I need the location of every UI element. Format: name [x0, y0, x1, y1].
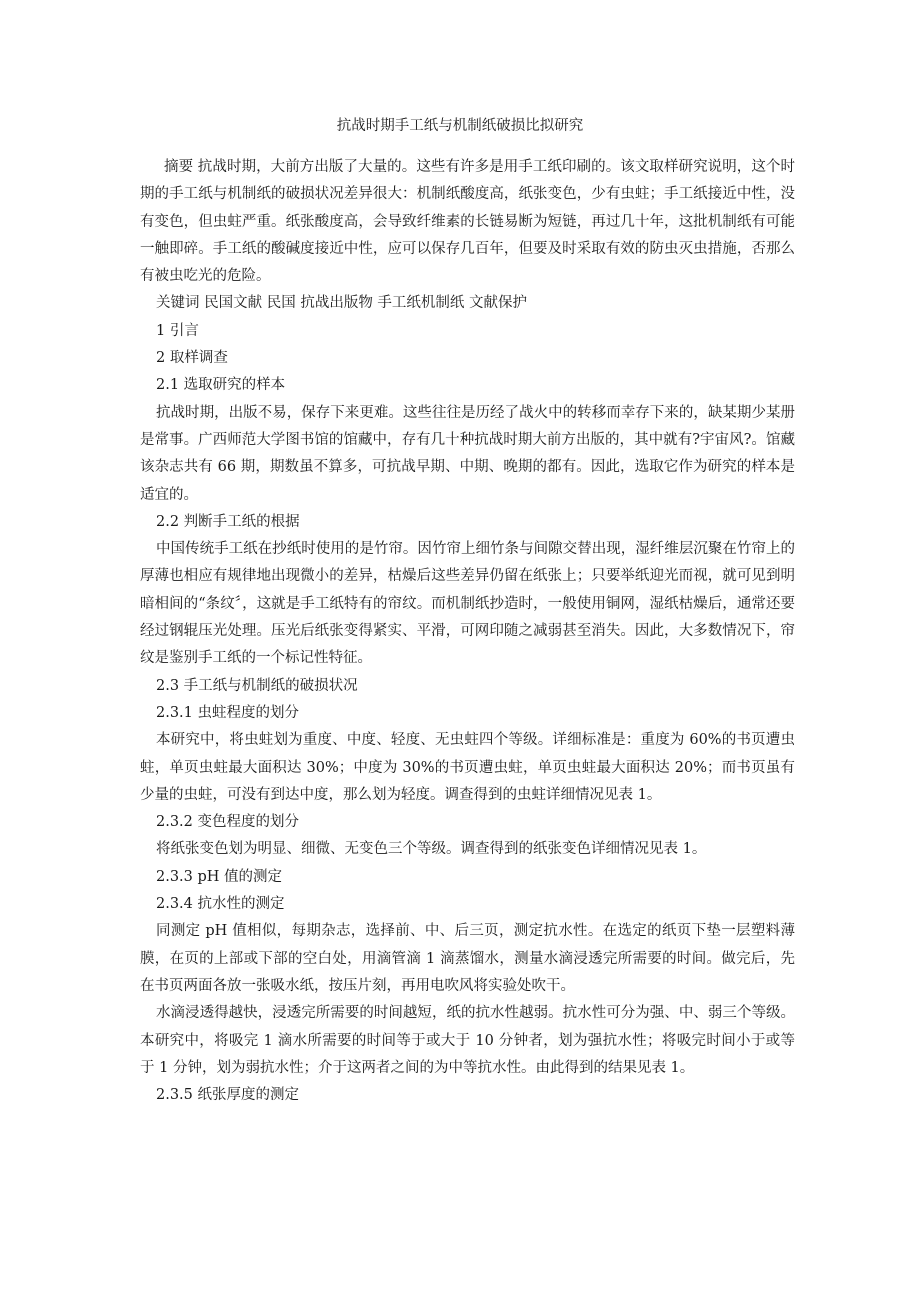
paragraph-2-3-4-b: 水滴浸透得越快，浸透完所需要的时间越短，纸的抗水性越弱。抗水性可分为强、中、弱三个等级。本研究中，将吸完 1 滴水所需要的时间等于或大于 10 分钟者，划为强抗水性；将吸完时间小于或等于 1 分钟，划为弱抗水性；介于这两者之间的为中等抗水性。由此得到的结果见表 1。 [140, 1005, 795, 1076]
section-heading-2-3-4: 2.3.4 抗水性的测定 [156, 896, 285, 913]
section-heading-2-3-2: 2.3.2 变色程度的划分 [156, 814, 300, 831]
abstract-paragraph: 摘要 抗战时期，大前方出版了大量的。这些有许多是用手工纸印刷的。该文取样研究说明，这个时期的手工纸与机制纸的破损状况差异很大：机制纸酸度高，纸张变色，少有虫蛀；手工纸接近中性，没有变色，但虫蛀严重。纸张酸度高，会导致纤维素的长链易断为短链，再过几十年，这批机制纸有可能一触即碎。手工纸的酸碱度接近中性，应可以保存几百年，但要及时采取有效的防虫灭虫措施，否那么有被虫吃光的危险。 [140, 159, 795, 285]
section-heading-2-3-5: 2.3.5 纸张厚度的测定 [156, 1087, 300, 1104]
section-heading-2-3-1: 2.3.1 虫蛀程度的划分 [156, 704, 300, 721]
paragraph-2-3-1: 本研究中，将虫蛀划为重度、中度、轻度、无虫蛀四个等级。详细标准是：重度为 60%的书页遭虫蛀，单页虫蛀最大面积达 30%；中度为 30%的书页遭虫蛀，单页虫蛀最大面积达 20%；而书页虽有少量的虫蛀，可没有到达中度，那么划为轻度。调查得到的虫蛀详细情况见表 1。 [140, 732, 795, 803]
section-heading-1: 1 引言 [156, 322, 199, 339]
section-heading-2-3: 2.3 手工纸与机制纸的破损状况 [156, 677, 358, 694]
paragraph-2-1: 抗战时期，出版不易，保存下来更难。这些往往是历经了战火中的转移而幸存下来的，缺某期少某册是常事。广西师范大学图书馆的馆藏中，存有几十种抗战时期大前方出版的，其中就有?宇宙风?。馆藏该杂志共有 66 期，期数虽不算多，可抗战早期、中期、晚期的都有。因此，选取它作为研究的样本是适宜的。 [140, 404, 795, 503]
keywords-line: 关键词 民国文献 民国 抗战出版物 手工纸机制纸 文献保护 [156, 295, 528, 312]
paragraph-2-3-2: 将纸张变色划为明显、细微、无变色三个等级。调查得到的纸张变色详细情况见表 1。 [156, 841, 707, 858]
document-title: 抗战时期手工纸与机制纸破损比拟研究 [336, 118, 584, 134]
section-heading-2-1: 2.1 选取研究的样本 [156, 377, 286, 394]
paragraph-2-2: 中国传统手工纸在抄纸时使用的是竹帘。因竹帘上细竹条与间隙交替出现，湿纤维层沉聚在竹帘上的厚薄也相应有规律地出现微小的差异，枯燥后这些差异仍留在纸张上；只要举纸迎光而视，就可见到明暗相间的“条纹〞，这就是手工纸特有的帘纹。而机制纸抄造时，一般使用铜网，湿纸枯燥后，通常还要经过钢辊压光处理。压光后纸张变得紧实、平滑，可网印随之减弱甚至消失。因此，大多数情况下，帘纹是鉴别手工纸的一个标记性特征。 [140, 541, 795, 667]
section-heading-2-3-3: 2.3.3 pH 值的测定 [156, 868, 283, 885]
section-heading-2-2: 2.2 判断手工纸的根据 [156, 513, 300, 530]
document-body [140, 154, 795, 1109]
section-heading-2: 2 取样调查 [156, 350, 228, 367]
paragraph-2-3-4-a: 同测定 pH 值相似，每期杂志，选择前、中、后三页，测定抗水性。在选定的纸页下垫一层塑料薄膜，在页的上部或下部的空白处，用滴管滴 1 滴蒸馏水，测量水滴浸透完所需要的时间。做完后，先在书页两面各放一张吸水纸，按压片刻，再用电吹风将实验处吹干。 [140, 923, 795, 994]
